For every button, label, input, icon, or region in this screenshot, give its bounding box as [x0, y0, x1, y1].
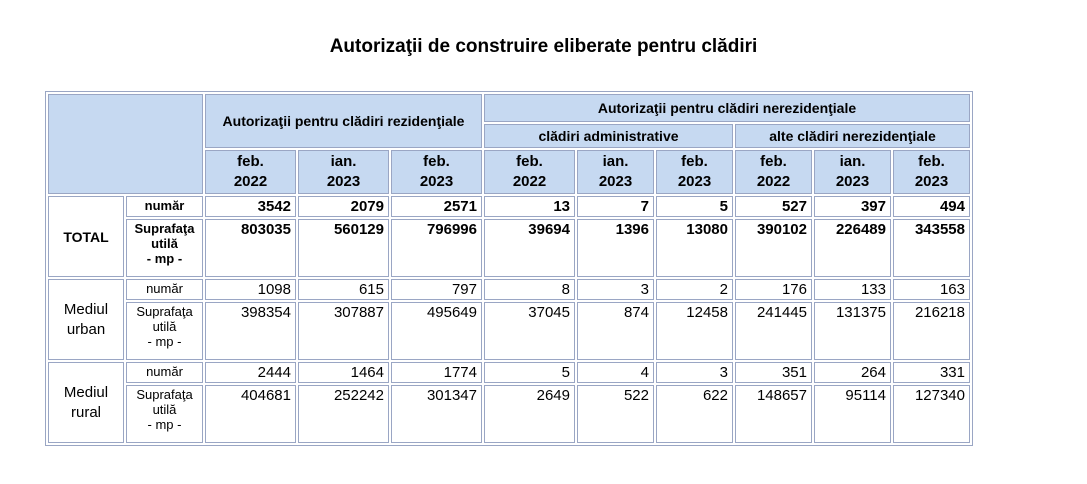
label-area-line2: utilă	[151, 236, 178, 251]
period-month: feb.	[516, 153, 543, 170]
period-year: 2023	[914, 173, 949, 190]
count-cell: 7	[577, 196, 654, 217]
period-month: feb.	[237, 153, 264, 170]
count-cell: 133	[814, 279, 891, 300]
header-corner	[48, 94, 203, 194]
label-area-line1: Suprafaţa	[136, 387, 193, 402]
period-year: 2023	[419, 173, 454, 190]
count-cell: 1464	[298, 362, 389, 383]
area-cell: 390102	[735, 219, 812, 277]
period-month: ian.	[839, 153, 866, 170]
area-row	[48, 302, 970, 360]
count-cell: 494	[893, 196, 970, 217]
area-cell: 226489	[814, 219, 891, 277]
period-year: 2022	[512, 173, 547, 190]
label-area	[126, 385, 203, 443]
count-cell: 1098	[205, 279, 296, 300]
label-area	[126, 302, 203, 360]
period-year: 2023	[677, 173, 712, 190]
period-year: 2022	[756, 173, 791, 190]
group-name: TOTAL	[63, 228, 109, 245]
area-cell: 252242	[298, 385, 389, 443]
area-cell: 622	[656, 385, 733, 443]
period-header	[814, 150, 891, 194]
group-name-line2: urban	[66, 320, 106, 338]
header-nonresidential-label: Autorizaţii pentru clădiri nerezidenţiale	[597, 100, 857, 116]
header-other-nonresidential	[735, 124, 970, 148]
count-cell: 8	[484, 279, 575, 300]
label-area-unit: - mp -	[147, 417, 182, 432]
label-count: număr	[126, 362, 203, 383]
group-label	[48, 279, 124, 360]
label-count: număr	[126, 279, 203, 300]
count-cell: 264	[814, 362, 891, 383]
count-cell: 176	[735, 279, 812, 300]
area-cell: 13080	[656, 219, 733, 277]
period-header	[656, 150, 733, 194]
count-cell: 13	[484, 196, 575, 217]
header-administrative-label: clădiri administrative	[538, 128, 679, 144]
area-cell: 343558	[893, 219, 970, 277]
group-label	[48, 196, 124, 277]
count-cell: 615	[298, 279, 389, 300]
count-cell: 5	[484, 362, 575, 383]
header-nonresidential	[484, 94, 970, 122]
period-year: 2023	[326, 173, 361, 190]
count-row	[48, 279, 970, 300]
area-cell: 495649	[391, 302, 482, 360]
area-cell: 1396	[577, 219, 654, 277]
label-area-unit: - mp -	[147, 334, 182, 349]
period-month: feb.	[760, 153, 787, 170]
count-cell: 397	[814, 196, 891, 217]
period-month: feb.	[423, 153, 450, 170]
count-cell: 5	[656, 196, 733, 217]
area-cell: 307887	[298, 302, 389, 360]
area-cell: 398354	[205, 302, 296, 360]
area-cell: 95114	[814, 385, 891, 443]
group-label	[48, 362, 124, 443]
area-cell: 37045	[484, 302, 575, 360]
header-row-1	[48, 94, 970, 122]
page-title: Autorizaţii de construire eliberate pentru clădiri	[329, 36, 758, 57]
count-cell: 351	[735, 362, 812, 383]
area-cell: 796996	[391, 219, 482, 277]
count-row	[48, 196, 970, 217]
count-cell: 797	[391, 279, 482, 300]
count-cell: 331	[893, 362, 970, 383]
period-header	[205, 150, 296, 194]
group-name: Mediul	[63, 383, 109, 401]
count-cell: 3542	[205, 196, 296, 217]
area-cell: 874	[577, 302, 654, 360]
area-cell: 803035	[205, 219, 296, 277]
label-area-line2: utilă	[152, 319, 177, 334]
building-permits-table	[45, 91, 973, 446]
period-month: feb.	[681, 153, 708, 170]
label-area-unit: - mp -	[146, 251, 183, 266]
count-cell: 163	[893, 279, 970, 300]
count-cell: 3	[577, 279, 654, 300]
area-cell: 216218	[893, 302, 970, 360]
area-cell: 39694	[484, 219, 575, 277]
count-cell: 2444	[205, 362, 296, 383]
period-year: 2022	[233, 173, 268, 190]
period-header	[577, 150, 654, 194]
period-year: 2023	[598, 173, 633, 190]
count-cell: 2079	[298, 196, 389, 217]
period-header	[391, 150, 482, 194]
header-residential-label: Autorizaţii pentru clădiri rezidenţiale	[222, 113, 465, 129]
count-cell: 1774	[391, 362, 482, 383]
group-name-line2: rural	[70, 403, 101, 421]
label-count: număr	[126, 196, 203, 217]
header-residential	[205, 94, 482, 148]
count-cell: 2	[656, 279, 733, 300]
area-cell: 522	[577, 385, 654, 443]
area-cell: 404681	[205, 385, 296, 443]
header-other-label: alte clădiri nerezidenţiale	[769, 128, 936, 144]
label-area-line1: Suprafaţa	[136, 304, 193, 319]
period-month: ian.	[330, 153, 357, 170]
area-cell: 560129	[298, 219, 389, 277]
period-header	[893, 150, 970, 194]
period-year: 2023	[835, 173, 870, 190]
area-cell: 301347	[391, 385, 482, 443]
area-cell: 241445	[735, 302, 812, 360]
label-area-line1: Suprafaţa	[134, 221, 195, 236]
area-cell: 12458	[656, 302, 733, 360]
label-area	[126, 219, 203, 277]
count-cell: 2571	[391, 196, 482, 217]
area-row	[48, 219, 970, 277]
group-name: Mediul	[63, 300, 109, 318]
area-cell: 127340	[893, 385, 970, 443]
period-month: ian.	[602, 153, 629, 170]
area-cell: 131375	[814, 302, 891, 360]
count-cell: 3	[656, 362, 733, 383]
area-cell: 2649	[484, 385, 575, 443]
header-administrative	[484, 124, 733, 148]
period-header	[735, 150, 812, 194]
period-header	[484, 150, 575, 194]
period-month: feb.	[918, 153, 945, 170]
area-row	[48, 385, 970, 443]
label-area-line2: utilă	[152, 402, 177, 417]
count-row	[48, 362, 970, 383]
count-cell: 527	[735, 196, 812, 217]
count-cell: 4	[577, 362, 654, 383]
period-header	[298, 150, 389, 194]
area-cell: 148657	[735, 385, 812, 443]
